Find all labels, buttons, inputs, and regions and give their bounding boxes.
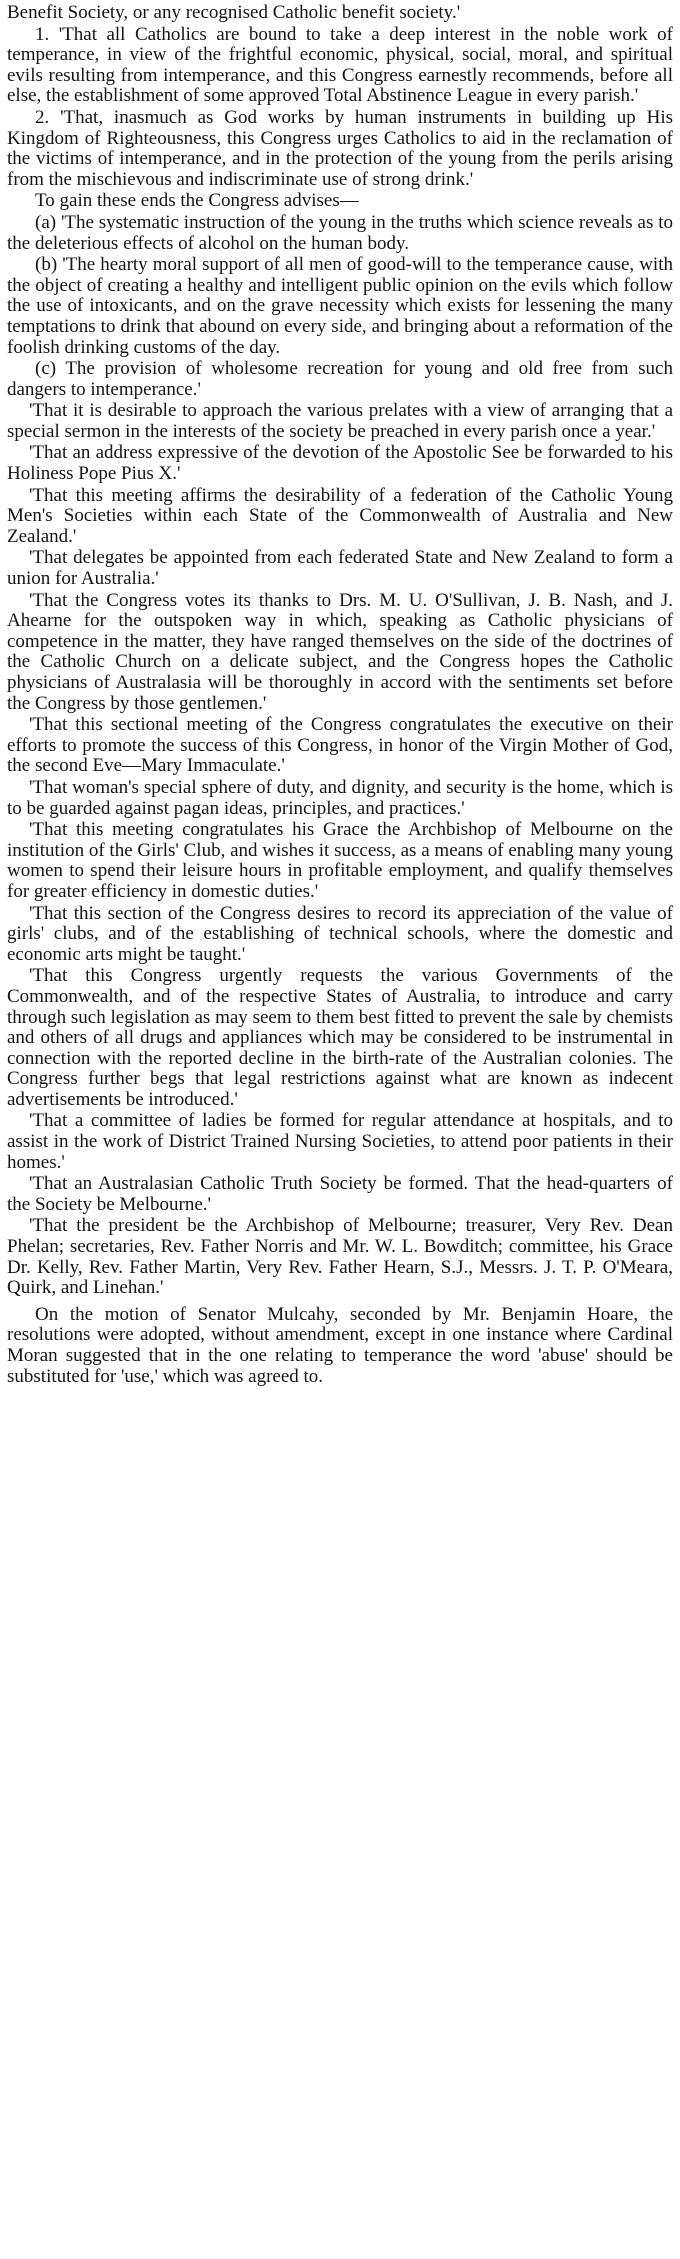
paragraph: 'That woman's special sphere of duty, and dignity, and security is the home, which is to be guarded against pagan ideas, principles, and practices.' [7,776,673,819]
paragraph: 'That delegates be appointed from each federated State and New Zealand to form a union for Australia.' [7,547,673,590]
paragraph: (b) 'The hearty moral support of all men of good-will to the temperance cause, with the object of creating a healthy and intelligent public opinion on the evils which follow the use of intoxicants, and on the grave necessity which exists for lessening the many temptations to drink that abound on every side, and bringing about a reformation of the foolish drinking customs of the day. [7,254,673,358]
paragraph: 'That an Australasian Catholic Truth Society be formed. That the head-quarters of the Society be Melbourne.' [7,1173,673,1215]
paragraph: 1. 'That all Catholics are bound to take a deep interest in the noble work of temperance, in view of the frightful economic, physical, social, moral, and spiritual evils resulting from intemperance, and this Congress earnestly recommends, before all else, the establishment of some approved Total Abstinence League in every parish.' [7,23,673,107]
paragraph: 'That this meeting congratulates his Grace the Archbishop of Melbourne on the institution of the Girls' Club, and wishes it success, as a means of enabling many young women to spend their leisure hours in profitable employment, and qualify themselves for greater efficiency in domestic duties.' [7,819,673,902]
paragraph: 'That this meeting affirms the desirability of a federation of the Catholic Young Men's Societies within each State of the Commonwealth of Australia and New Zealand.' [7,484,673,547]
paragraph: 'That a committee of ladies be formed for regular attendance at hospitals, and to assist in the work of District Trained Nursing Societies, to attend poor patients in their homes.' [7,1110,673,1173]
paragraph: 'That this sectional meeting of the Congress congratulates the executive on their efforts to promote the success of this Congress, in honor of the Virgin Mother of God, the second Eve—Mary Immaculate.' [7,714,673,777]
paragraph: (a) 'The systematic instruction of the young in the truths which science reveals as to the deleterious effects of alcohol on the human body. [7,211,673,254]
paragraph: 'That an address expressive of the devotion of the Apostolic See be forwarded to his Holiness Pope Pius X.' [7,442,673,485]
paragraph: 2. 'That, inasmuch as God works by human instruments in building up His Kingdom of Righteousness, this Congress urges Catholics to aid in the reclamation of the victims of intemperance, and in the protection of the young from the perils arising from the mischievous and indiscriminate use of strong drink.' [7,106,673,190]
paragraph: On the motion of Senator Mulcahy, seconded by Mr. Benjamin Hoare, the resolutions were adopted, without amendment, except in one instance where Cardinal Moran suggested that in the one relating to temperance the word 'abuse' should be substituted for 'use,' which was agreed to. [7,1303,673,1387]
paragraph: 'That the Congress votes its thanks to Drs. M. U. O'Sullivan, J. B. Nash, and J. Ahearne for the outspoken way in which, speaking as Catholic physicians of competence in the matter, they have ranged themselves on the side of the doctrines of the Catholic Church on a delicate subject, and the Congress hopes the Catholic physicians of Australasia will be thoroughly in accord with the sentiments set before the Congress by those gentlemen.' [7,589,673,714]
paragraph: To gain these ends the Congress advises— [35,190,359,212]
paragraph: (c) The provision of wholesome recreation for young and old free from such dangers to intemperance.' [7,358,673,400]
paragraph: Benefit Society, or any recognised Catholic benefit society.' [7,2,461,23]
paragraph: 'That the president be the Archbishop of Melbourne; treasurer, Very Rev. Dean Phelan; secretaries, Rev. Father Norris and Mr. W. L. Bowditch; committee, his Grace Dr. Kelly, Rev. Father Martin, Very Rev. Father Hearn, S.J., Messrs. J. T. P. O'Meara, Quirk, and Linehan.' [7,1215,673,1299]
paragraph: 'That it is desirable to approach the various prelates with a view of arranging that a special sermon in the interests of the society be preached in every parish once a year.' [7,400,673,442]
paragraph: 'That this section of the Congress desires to record its appreciation of the value of girls' clubs, and of the establishing of technical schools, where the domestic and economic arts might be taught.' [7,902,673,965]
paragraph: 'That this Congress urgently requests the various Governments of the Commonwealth, and of the respective States of Australia, to introduce and carry through such legislation as may seem to them best fitted to prevent the sale by chemists and others of all drugs and appliances which may be considered to be instrumental in connection with the reported decline in the birth-rate of the Australian colonies. The Congress further begs that legal restrictions against what are known as indecent advertisements be introduced.' [7,965,673,1110]
